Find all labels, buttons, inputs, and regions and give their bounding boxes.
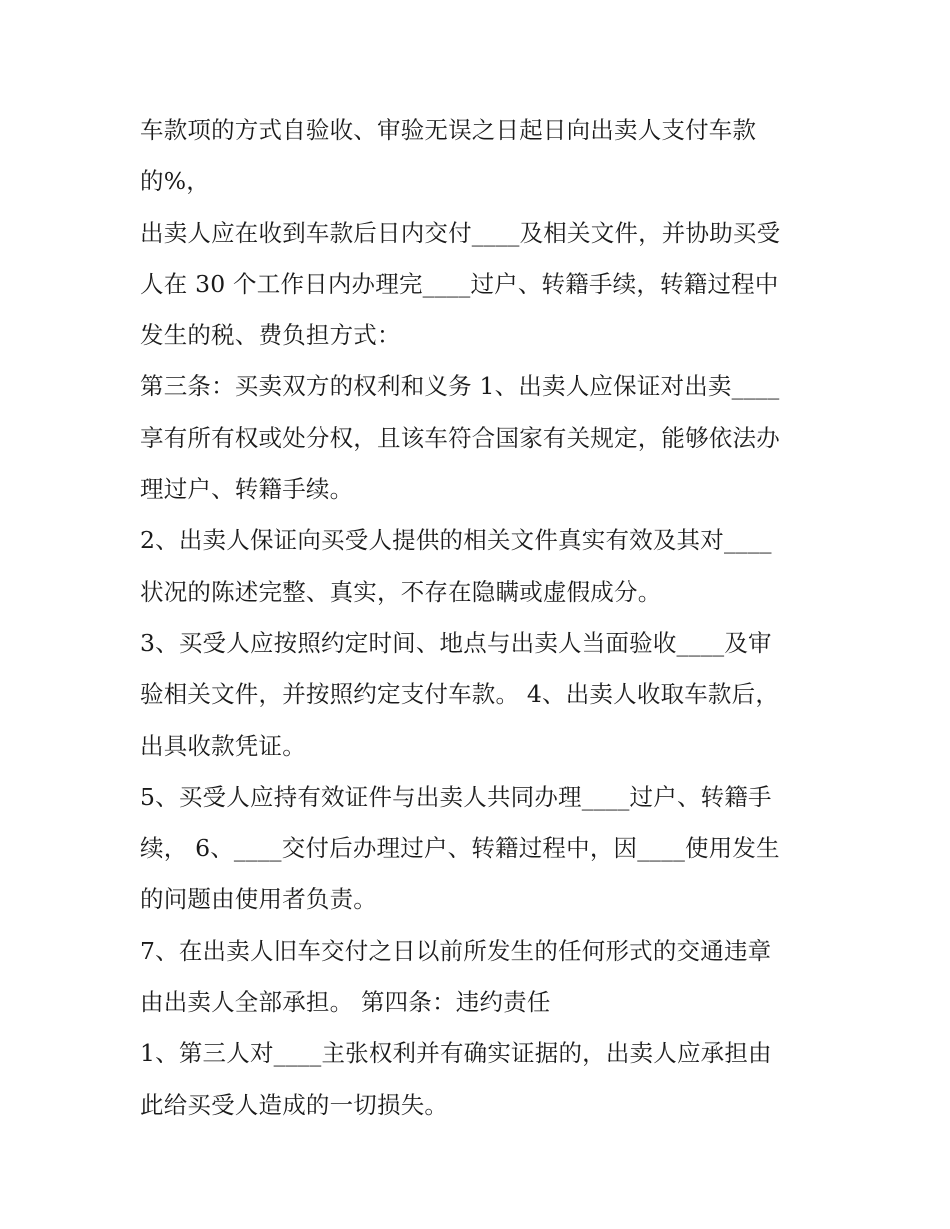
document-body <box>140 108 820 1134</box>
text-line: 3、买受人应按照约定时间、地点与出卖人当面验收____及审 <box>140 628 772 657</box>
text-line: 状况的陈述完整、真实，不存在隐瞒或虚假成分。 <box>140 577 662 606</box>
text-line: 第三条：买卖双方的权利和义务 1、出卖人应保证对出卖____ <box>140 372 780 401</box>
text-line: 车款项的方式自验收、审验无误之日起日向出卖人支付车款 <box>140 116 757 144</box>
text-line: 7、在出卖人旧车交付之日以前所发生的任何形式的交通违章 <box>140 936 772 965</box>
text-line: 人在 30 个工作日内办理完____过户、转籍手续，转籍过程中 <box>140 269 779 298</box>
text-line: 出具收款凭证。 <box>140 731 306 760</box>
text-line: 由出卖人全部承担。 第四条：违约责任 <box>140 988 551 1017</box>
text-line: 续， 6、____交付后办理过户、转籍过程中，因____使用发生 <box>140 834 780 863</box>
text-line: 1、第三人对____主张权利并有确实证据的，出卖人应承担由 <box>140 1039 772 1068</box>
text-line: 2、出卖人保证向买受人提供的相关文件真实有效及其对____ <box>140 526 772 555</box>
text-line: 出卖人应在收到车款后日内交付____及相关文件，并协助买受 <box>140 218 781 247</box>
text-line: 5、买受人应持有效证件与出卖人共同办理____过户、转籍手 <box>140 782 772 811</box>
text-line: 验相关文件，并按照约定支付车款。 4、出卖人收取车款后， <box>140 680 780 709</box>
text-line: 的%， <box>140 167 210 196</box>
text-line: 理过户、转籍手续。 <box>140 475 354 504</box>
text-line: 享有所有权或处分权，且该车符合国家有关规定，能够依法办 <box>140 423 780 452</box>
text-line: 发生的税、费负担方式： <box>140 321 401 350</box>
text-line: 的问题由使用者负责。 <box>140 885 377 914</box>
text-line: 此给买受人造成的一切损失。 <box>140 1090 449 1119</box>
